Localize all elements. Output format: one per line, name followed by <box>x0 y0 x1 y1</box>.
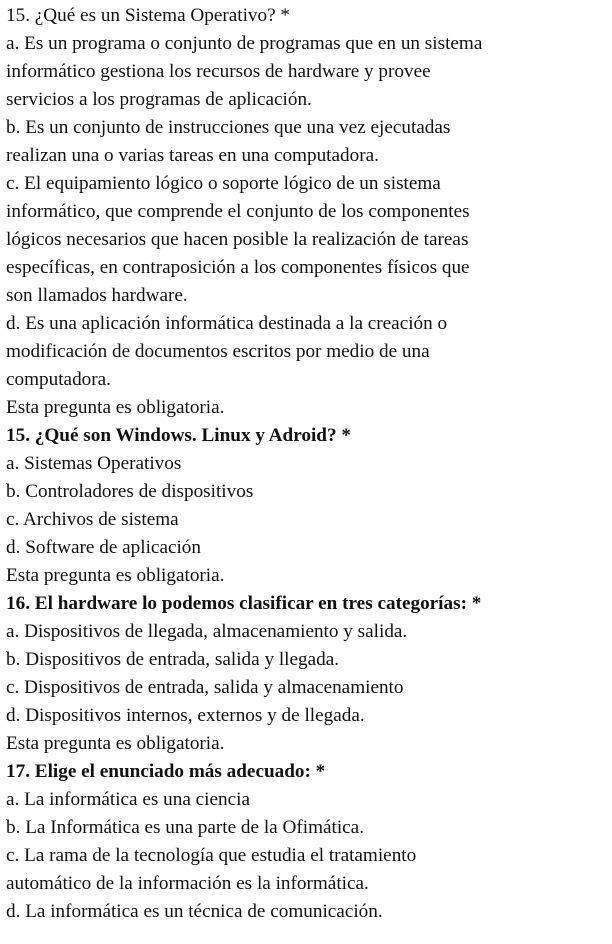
option-text-line: modificación de documentos escritos por medio de una <box>6 341 430 362</box>
option-text-line: c. La rama de la tecnología que estudia el tratamiento <box>6 845 417 866</box>
option-text-line: computadora. <box>6 369 111 390</box>
required-note: Esta pregunta es obligatoria. <box>6 565 225 586</box>
option-text-line: a. Es un programa o conjunto de programas que en un sistema <box>6 33 483 54</box>
question-title: 15. ¿Qué es un Sistema Operativo? * <box>6 5 291 26</box>
question-15-os-list <box>6 422 610 590</box>
option-b[interactable]: b. Dispositivos de entrada, salida y llegada. <box>6 649 340 670</box>
question-17-statement <box>6 758 610 926</box>
option-d[interactable] <box>6 310 610 394</box>
quiz-document <box>6 2 610 926</box>
option-a[interactable]: a. Sistemas Operativos <box>6 453 182 474</box>
option-a[interactable] <box>6 30 610 114</box>
option-d[interactable]: d. La informática es un técnica de comunicación. <box>6 901 383 922</box>
option-text-line: b. Es un conjunto de instrucciones que una vez ejecutadas <box>6 117 451 138</box>
option-text-line: específicas, en contraposición a los componentes físicos que <box>6 257 470 278</box>
question-16-hardware <box>6 590 610 758</box>
option-c[interactable] <box>6 170 610 310</box>
option-c[interactable] <box>6 842 610 898</box>
option-d[interactable]: d. Software de aplicación <box>6 537 201 558</box>
option-a[interactable]: a. Dispositivos de llegada, almacenamiento y salida. <box>6 621 408 642</box>
option-text-line: automático de la información es la informática. <box>6 873 369 894</box>
option-text-line: informático, que comprende el conjunto de los componentes <box>6 201 470 222</box>
option-text-line: son llamados hardware. <box>6 285 188 306</box>
option-b[interactable]: b. La Informática es una parte de la Ofimática. <box>6 817 364 838</box>
option-b[interactable]: b. Controladores de dispositivos <box>6 481 254 502</box>
option-c[interactable]: c. Archivos de sistema <box>6 509 179 530</box>
option-text-line: realizan una o varias tareas en una computadora. <box>6 145 379 166</box>
required-note: Esta pregunta es obligatoria. <box>6 733 225 754</box>
option-c[interactable]: c. Dispositivos de entrada, salida y almacenamiento <box>6 677 404 698</box>
option-a[interactable]: a. La informática es una ciencia <box>6 789 250 810</box>
option-text-line: servicios a los programas de aplicación. <box>6 89 312 110</box>
option-text-line: d. Es una aplicación informática destinada a la creación o <box>6 313 448 334</box>
question-15-so <box>6 2 610 422</box>
option-d[interactable]: d. Dispositivos internos, externos y de llegada. <box>6 705 365 726</box>
question-title: 17. Elige el enunciado más adecuado: * <box>6 761 326 782</box>
required-note: Esta pregunta es obligatoria. <box>6 397 225 418</box>
option-b[interactable] <box>6 114 610 170</box>
question-title: 15. ¿Qué son Windows. Linux y Adroid? * <box>6 425 351 446</box>
option-text-line: lógicos necesarios que hacen posible la realización de tareas <box>6 229 469 250</box>
option-text-line: informático gestiona los recursos de hardware y provee <box>6 61 431 82</box>
question-title: 16. El hardware lo podemos clasificar en tres categorías: * <box>6 593 482 614</box>
option-text-line: c. El equipamiento lógico o soporte lógico de un sistema <box>6 173 441 194</box>
